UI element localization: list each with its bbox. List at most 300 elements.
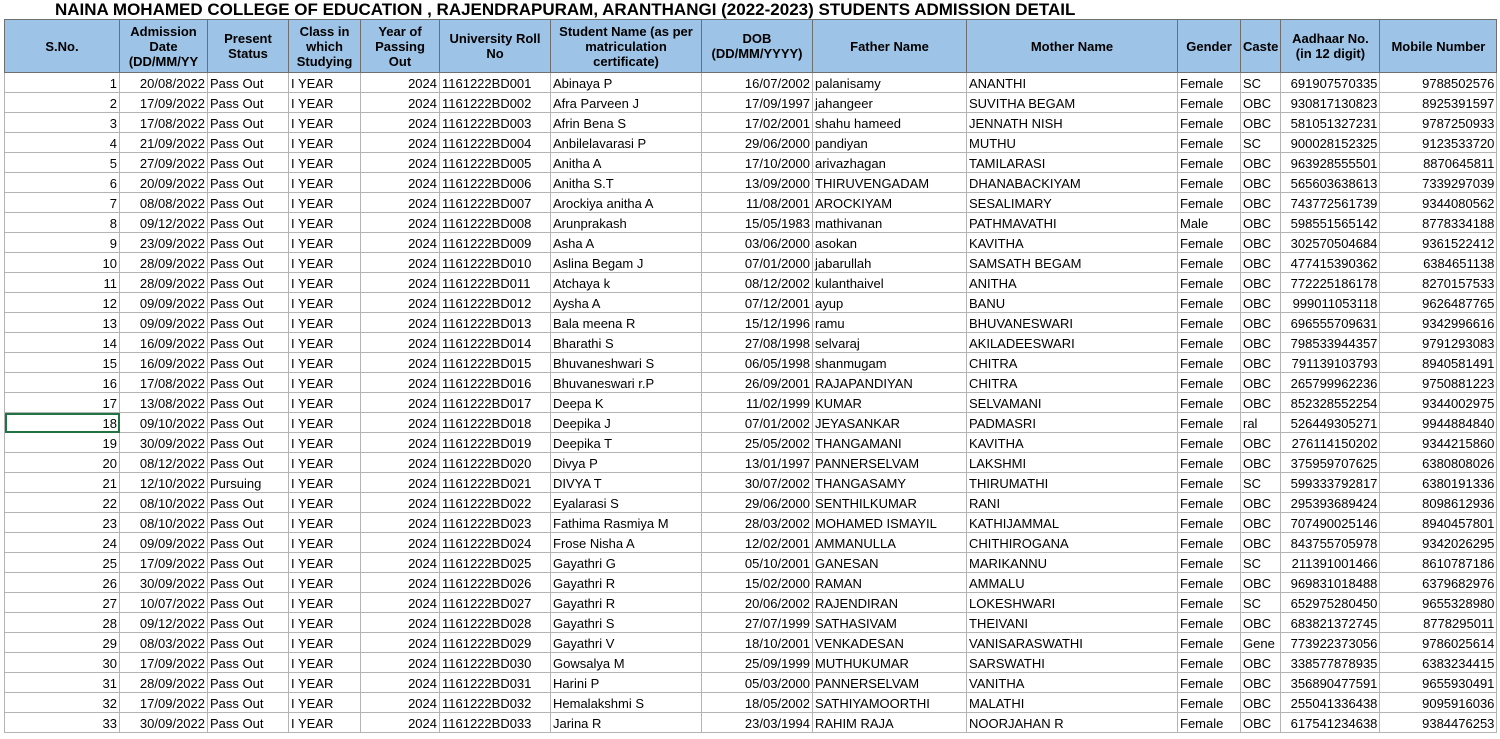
col-header-sno[interactable]: S.No.: [5, 20, 120, 73]
cell-mother-name[interactable]: SELVAMANI: [967, 393, 1178, 413]
cell-admission-date[interactable]: 20/09/2022: [120, 173, 208, 193]
cell-mother-name[interactable]: AKILADEESWARI: [967, 333, 1178, 353]
cell-year-passing[interactable]: 2024: [361, 533, 440, 553]
cell-roll-no[interactable]: 1161222BD028: [440, 613, 551, 633]
cell-father-name[interactable]: SATHASIVAM: [813, 613, 967, 633]
cell-mobile[interactable]: 9786025614: [1380, 633, 1497, 653]
cell-admission-date[interactable]: 08/10/2022: [120, 513, 208, 533]
cell-roll-no[interactable]: 1161222BD015: [440, 353, 551, 373]
cell-caste[interactable]: OBC: [1241, 193, 1281, 213]
cell-sno[interactable]: 28: [5, 613, 120, 633]
cell-present-status[interactable]: Pass Out: [208, 113, 289, 133]
col-header-father-name[interactable]: Father Name: [813, 20, 967, 73]
cell-roll-no[interactable]: 1161222BD024: [440, 533, 551, 553]
cell-class[interactable]: I YEAR: [289, 553, 361, 573]
cell-sno[interactable]: 33: [5, 713, 120, 733]
cell-gender[interactable]: Female: [1178, 493, 1241, 513]
cell-admission-date[interactable]: 13/08/2022: [120, 393, 208, 413]
cell-present-status[interactable]: Pass Out: [208, 713, 289, 733]
cell-sno[interactable]: 32: [5, 693, 120, 713]
cell-dob[interactable]: 23/03/1994: [702, 713, 813, 733]
cell-admission-date[interactable]: 20/08/2022: [120, 73, 208, 93]
cell-year-passing[interactable]: 2024: [361, 633, 440, 653]
cell-father-name[interactable]: THANGAMANI: [813, 433, 967, 453]
cell-class[interactable]: I YEAR: [289, 113, 361, 133]
cell-student-name[interactable]: Harini P: [551, 673, 702, 693]
cell-mother-name[interactable]: PADMASRI: [967, 413, 1178, 433]
cell-class[interactable]: I YEAR: [289, 653, 361, 673]
cell-mother-name[interactable]: VANITHA: [967, 673, 1178, 693]
cell-roll-no[interactable]: 1161222BD033: [440, 713, 551, 733]
cell-father-name[interactable]: RAHIM RAJA: [813, 713, 967, 733]
col-header-dob[interactable]: DOB (DD/MM/YYYY): [702, 20, 813, 73]
cell-sno[interactable]: 22: [5, 493, 120, 513]
cell-present-status[interactable]: Pass Out: [208, 313, 289, 333]
cell-aadhaar[interactable]: 999011053118: [1281, 293, 1380, 313]
cell-mother-name[interactable]: CHITHIROGANA: [967, 533, 1178, 553]
cell-mother-name[interactable]: ANANTHI: [967, 73, 1178, 93]
cell-aadhaar[interactable]: 696555709631: [1281, 313, 1380, 333]
cell-year-passing[interactable]: 2024: [361, 293, 440, 313]
cell-class[interactable]: I YEAR: [289, 713, 361, 733]
cell-aadhaar[interactable]: 743772561739: [1281, 193, 1380, 213]
cell-year-passing[interactable]: 2024: [361, 253, 440, 273]
cell-present-status[interactable]: Pass Out: [208, 193, 289, 213]
cell-sno[interactable]: 23: [5, 513, 120, 533]
cell-year-passing[interactable]: 2024: [361, 373, 440, 393]
cell-class[interactable]: I YEAR: [289, 173, 361, 193]
cell-class[interactable]: I YEAR: [289, 433, 361, 453]
cell-mother-name[interactable]: SAMSATH BEGAM: [967, 253, 1178, 273]
cell-gender[interactable]: Female: [1178, 173, 1241, 193]
cell-present-status[interactable]: Pass Out: [208, 433, 289, 453]
cell-present-status[interactable]: Pass Out: [208, 613, 289, 633]
cell-sno[interactable]: 4: [5, 133, 120, 153]
cell-class[interactable]: I YEAR: [289, 513, 361, 533]
cell-father-name[interactable]: shanmugam: [813, 353, 967, 373]
cell-present-status[interactable]: Pass Out: [208, 373, 289, 393]
cell-dob[interactable]: 27/07/1999: [702, 613, 813, 633]
cell-aadhaar[interactable]: 598551565142: [1281, 213, 1380, 233]
cell-dob[interactable]: 07/12/2001: [702, 293, 813, 313]
cell-year-passing[interactable]: 2024: [361, 493, 440, 513]
cell-caste[interactable]: OBC: [1241, 533, 1281, 553]
cell-mother-name[interactable]: CHITRA: [967, 373, 1178, 393]
cell-caste[interactable]: OBC: [1241, 713, 1281, 733]
cell-student-name[interactable]: Eyalarasi S: [551, 493, 702, 513]
cell-student-name[interactable]: Deepika J: [551, 413, 702, 433]
cell-mother-name[interactable]: SESALIMARY: [967, 193, 1178, 213]
cell-father-name[interactable]: THIRUVENGADAM: [813, 173, 967, 193]
cell-gender[interactable]: Female: [1178, 693, 1241, 713]
cell-aadhaar[interactable]: 798533944357: [1281, 333, 1380, 353]
cell-father-name[interactable]: GANESAN: [813, 553, 967, 573]
cell-student-name[interactable]: Fathima Rasmiya M: [551, 513, 702, 533]
cell-year-passing[interactable]: 2024: [361, 653, 440, 673]
cell-dob[interactable]: 15/05/1983: [702, 213, 813, 233]
cell-dob[interactable]: 17/10/2000: [702, 153, 813, 173]
cell-mother-name[interactable]: MARIKANNU: [967, 553, 1178, 573]
cell-year-passing[interactable]: 2024: [361, 713, 440, 733]
cell-sno[interactable]: 8: [5, 213, 120, 233]
cell-dob[interactable]: 03/06/2000: [702, 233, 813, 253]
cell-admission-date[interactable]: 28/09/2022: [120, 673, 208, 693]
cell-dob[interactable]: 29/06/2000: [702, 133, 813, 153]
cell-father-name[interactable]: PANNERSELVAM: [813, 673, 967, 693]
cell-mobile[interactable]: 9344002975: [1380, 393, 1497, 413]
cell-roll-no[interactable]: 1161222BD025: [440, 553, 551, 573]
cell-roll-no[interactable]: 1161222BD016: [440, 373, 551, 393]
cell-present-status[interactable]: Pass Out: [208, 233, 289, 253]
cell-gender[interactable]: Female: [1178, 333, 1241, 353]
col-header-aadhaar[interactable]: Aadhaar No. (in 12 digit): [1281, 20, 1380, 73]
cell-class[interactable]: I YEAR: [289, 293, 361, 313]
cell-admission-date[interactable]: 16/09/2022: [120, 353, 208, 373]
cell-class[interactable]: I YEAR: [289, 133, 361, 153]
cell-father-name[interactable]: AMMANULLA: [813, 533, 967, 553]
cell-gender[interactable]: Female: [1178, 653, 1241, 673]
cell-sno[interactable]: 11: [5, 273, 120, 293]
cell-mobile[interactable]: 9655328980: [1380, 593, 1497, 613]
cell-admission-date[interactable]: 09/09/2022: [120, 533, 208, 553]
cell-father-name[interactable]: kulanthaivel: [813, 273, 967, 293]
cell-sno[interactable]: 20: [5, 453, 120, 473]
cell-mobile[interactable]: 8610787186: [1380, 553, 1497, 573]
cell-year-passing[interactable]: 2024: [361, 453, 440, 473]
cell-sno[interactable]: 3: [5, 113, 120, 133]
cell-mobile[interactable]: 6384651138: [1380, 253, 1497, 273]
cell-mobile[interactable]: 9123533720: [1380, 133, 1497, 153]
col-header-present-status[interactable]: Present Status: [208, 20, 289, 73]
cell-year-passing[interactable]: 2024: [361, 393, 440, 413]
cell-gender[interactable]: Female: [1178, 573, 1241, 593]
cell-student-name[interactable]: Arunprakash: [551, 213, 702, 233]
cell-mother-name[interactable]: DHANABACKIYAM: [967, 173, 1178, 193]
cell-caste[interactable]: OBC: [1241, 673, 1281, 693]
cell-student-name[interactable]: Gayathri V: [551, 633, 702, 653]
cell-present-status[interactable]: Pass Out: [208, 553, 289, 573]
cell-roll-no[interactable]: 1161222BD013: [440, 313, 551, 333]
cell-present-status[interactable]: Pass Out: [208, 513, 289, 533]
cell-sno[interactable]: 10: [5, 253, 120, 273]
cell-admission-date[interactable]: 23/09/2022: [120, 233, 208, 253]
cell-sno[interactable]: 14: [5, 333, 120, 353]
cell-student-name[interactable]: Asha A: [551, 233, 702, 253]
cell-present-status[interactable]: Pass Out: [208, 333, 289, 353]
cell-dob[interactable]: 11/02/1999: [702, 393, 813, 413]
cell-present-status[interactable]: Pass Out: [208, 533, 289, 553]
cell-student-name[interactable]: Divya P: [551, 453, 702, 473]
col-header-gender[interactable]: Gender: [1178, 20, 1241, 73]
cell-class[interactable]: I YEAR: [289, 613, 361, 633]
cell-mobile[interactable]: 9787250933: [1380, 113, 1497, 133]
cell-student-name[interactable]: Gayathri R: [551, 593, 702, 613]
cell-gender[interactable]: Female: [1178, 553, 1241, 573]
cell-father-name[interactable]: arivazhagan: [813, 153, 967, 173]
cell-class[interactable]: I YEAR: [289, 353, 361, 373]
cell-mobile[interactable]: 9791293083: [1380, 333, 1497, 353]
cell-class[interactable]: I YEAR: [289, 313, 361, 333]
cell-aadhaar[interactable]: 295393689424: [1281, 493, 1380, 513]
cell-admission-date[interactable]: 09/12/2022: [120, 213, 208, 233]
cell-aadhaar[interactable]: 338577878935: [1281, 653, 1380, 673]
cell-mother-name[interactable]: KAVITHA: [967, 433, 1178, 453]
cell-father-name[interactable]: ayup: [813, 293, 967, 313]
cell-student-name[interactable]: Bharathi S: [551, 333, 702, 353]
cell-year-passing[interactable]: 2024: [361, 133, 440, 153]
cell-student-name[interactable]: Afra Parveen J: [551, 93, 702, 113]
cell-student-name[interactable]: Aslina Begam J: [551, 253, 702, 273]
cell-gender[interactable]: Female: [1178, 593, 1241, 613]
cell-gender[interactable]: Male: [1178, 213, 1241, 233]
cell-year-passing[interactable]: 2024: [361, 433, 440, 453]
cell-present-status[interactable]: Pass Out: [208, 133, 289, 153]
cell-dob[interactable]: 17/09/1997: [702, 93, 813, 113]
cell-year-passing[interactable]: 2024: [361, 353, 440, 373]
cell-year-passing[interactable]: 2024: [361, 593, 440, 613]
cell-aadhaar[interactable]: 581051327231: [1281, 113, 1380, 133]
cell-gender[interactable]: Female: [1178, 353, 1241, 373]
cell-mother-name[interactable]: CHITRA: [967, 353, 1178, 373]
cell-aadhaar[interactable]: 791139103793: [1281, 353, 1380, 373]
cell-roll-no[interactable]: 1161222BD011: [440, 273, 551, 293]
cell-caste[interactable]: OBC: [1241, 153, 1281, 173]
cell-mother-name[interactable]: SUVITHA BEGAM: [967, 93, 1178, 113]
cell-gender[interactable]: Female: [1178, 273, 1241, 293]
cell-father-name[interactable]: RAMAN: [813, 573, 967, 593]
cell-year-passing[interactable]: 2024: [361, 173, 440, 193]
cell-mobile[interactable]: 9750881223: [1380, 373, 1497, 393]
col-header-mobile[interactable]: Mobile Number: [1380, 20, 1497, 73]
cell-caste[interactable]: OBC: [1241, 353, 1281, 373]
cell-caste[interactable]: OBC: [1241, 293, 1281, 313]
cell-dob[interactable]: 07/01/2002: [702, 413, 813, 433]
cell-admission-date[interactable]: 09/09/2022: [120, 293, 208, 313]
cell-present-status[interactable]: Pass Out: [208, 273, 289, 293]
cell-dob[interactable]: 05/10/2001: [702, 553, 813, 573]
cell-year-passing[interactable]: 2024: [361, 93, 440, 113]
cell-father-name[interactable]: RAJAPANDIYAN: [813, 373, 967, 393]
cell-class[interactable]: I YEAR: [289, 333, 361, 353]
cell-year-passing[interactable]: 2024: [361, 333, 440, 353]
cell-year-passing[interactable]: 2024: [361, 233, 440, 253]
cell-caste[interactable]: ral: [1241, 413, 1281, 433]
cell-roll-no[interactable]: 1161222BD009: [440, 233, 551, 253]
cell-dob[interactable]: 07/01/2000: [702, 253, 813, 273]
cell-roll-no[interactable]: 1161222BD005: [440, 153, 551, 173]
cell-admission-date[interactable]: 08/10/2022: [120, 493, 208, 513]
cell-dob[interactable]: 15/12/1996: [702, 313, 813, 333]
cell-dob[interactable]: 18/05/2002: [702, 693, 813, 713]
cell-aadhaar[interactable]: 265799962236: [1281, 373, 1380, 393]
cell-year-passing[interactable]: 2024: [361, 73, 440, 93]
cell-dob[interactable]: 05/03/2000: [702, 673, 813, 693]
cell-aadhaar[interactable]: 683821372745: [1281, 613, 1380, 633]
cell-class[interactable]: I YEAR: [289, 213, 361, 233]
cell-present-status[interactable]: Pass Out: [208, 93, 289, 113]
cell-present-status[interactable]: Pass Out: [208, 413, 289, 433]
cell-mobile[interactable]: 9361522412: [1380, 233, 1497, 253]
cell-sno[interactable]: 7: [5, 193, 120, 213]
cell-father-name[interactable]: selvaraj: [813, 333, 967, 353]
cell-gender[interactable]: Female: [1178, 373, 1241, 393]
cell-aadhaar[interactable]: 526449305271: [1281, 413, 1380, 433]
cell-present-status[interactable]: Pass Out: [208, 173, 289, 193]
cell-class[interactable]: I YEAR: [289, 473, 361, 493]
cell-mother-name[interactable]: KAVITHA: [967, 233, 1178, 253]
cell-sno[interactable]: 26: [5, 573, 120, 593]
cell-caste[interactable]: OBC: [1241, 653, 1281, 673]
cell-mobile[interactable]: 9944884840: [1380, 413, 1497, 433]
cell-admission-date[interactable]: 27/09/2022: [120, 153, 208, 173]
cell-aadhaar[interactable]: 477415390362: [1281, 253, 1380, 273]
cell-gender[interactable]: Female: [1178, 433, 1241, 453]
col-header-year-passing[interactable]: Year of Passing Out: [361, 20, 440, 73]
cell-sno[interactable]: 21: [5, 473, 120, 493]
cell-dob[interactable]: 18/10/2001: [702, 633, 813, 653]
cell-father-name[interactable]: SATHIYAMOORTHI: [813, 693, 967, 713]
cell-class[interactable]: I YEAR: [289, 673, 361, 693]
cell-admission-date[interactable]: 30/09/2022: [120, 433, 208, 453]
cell-roll-no[interactable]: 1161222BD003: [440, 113, 551, 133]
cell-aadhaar[interactable]: 375959707625: [1281, 453, 1380, 473]
cell-gender[interactable]: Female: [1178, 73, 1241, 93]
cell-dob[interactable]: 26/09/2001: [702, 373, 813, 393]
cell-father-name[interactable]: MUTHUKUMAR: [813, 653, 967, 673]
cell-sno[interactable]: 5: [5, 153, 120, 173]
cell-mobile[interactable]: 8940581491: [1380, 353, 1497, 373]
col-header-student-name[interactable]: Student Name (as per matriculation certificate): [551, 20, 702, 73]
cell-admission-date[interactable]: 17/09/2022: [120, 693, 208, 713]
cell-aadhaar[interactable]: 617541234638: [1281, 713, 1380, 733]
cell-mother-name[interactable]: MUTHU: [967, 133, 1178, 153]
cell-father-name[interactable]: AROCKIYAM: [813, 193, 967, 213]
cell-admission-date[interactable]: 08/12/2022: [120, 453, 208, 473]
cell-gender[interactable]: Female: [1178, 153, 1241, 173]
cell-father-name[interactable]: jahangeer: [813, 93, 967, 113]
cell-caste[interactable]: OBC: [1241, 393, 1281, 413]
cell-admission-date[interactable]: 17/09/2022: [120, 553, 208, 573]
cell-roll-no[interactable]: 1161222BD008: [440, 213, 551, 233]
cell-present-status[interactable]: Pass Out: [208, 653, 289, 673]
cell-gender[interactable]: Female: [1178, 513, 1241, 533]
cell-mobile[interactable]: 6380808026: [1380, 453, 1497, 473]
cell-father-name[interactable]: JEYASANKAR: [813, 413, 967, 433]
cell-caste[interactable]: OBC: [1241, 173, 1281, 193]
cell-student-name[interactable]: Gayathri G: [551, 553, 702, 573]
cell-sno[interactable]: 12: [5, 293, 120, 313]
cell-aadhaar[interactable]: 565603638613: [1281, 173, 1380, 193]
cell-roll-no[interactable]: 1161222BD029: [440, 633, 551, 653]
cell-student-name[interactable]: Frose Nisha A: [551, 533, 702, 553]
cell-mobile[interactable]: 9344215860: [1380, 433, 1497, 453]
cell-roll-no[interactable]: 1161222BD021: [440, 473, 551, 493]
cell-student-name[interactable]: Arockiya anitha A: [551, 193, 702, 213]
cell-caste[interactable]: SC: [1241, 473, 1281, 493]
cell-mobile[interactable]: 8870645811: [1380, 153, 1497, 173]
cell-caste[interactable]: OBC: [1241, 433, 1281, 453]
cell-admission-date[interactable]: 17/09/2022: [120, 653, 208, 673]
cell-dob[interactable]: 20/06/2002: [702, 593, 813, 613]
cell-present-status[interactable]: Pass Out: [208, 633, 289, 653]
cell-father-name[interactable]: shahu hameed: [813, 113, 967, 133]
cell-mobile[interactable]: 9342026295: [1380, 533, 1497, 553]
cell-sno[interactable]: 19: [5, 433, 120, 453]
cell-caste[interactable]: OBC: [1241, 213, 1281, 233]
cell-sno[interactable]: 13: [5, 313, 120, 333]
cell-roll-no[interactable]: 1161222BD006: [440, 173, 551, 193]
cell-student-name[interactable]: Jarina R: [551, 713, 702, 733]
cell-class[interactable]: I YEAR: [289, 393, 361, 413]
cell-class[interactable]: I YEAR: [289, 413, 361, 433]
cell-student-name[interactable]: Atchaya k: [551, 273, 702, 293]
cell-student-name[interactable]: DIVYA T: [551, 473, 702, 493]
cell-mother-name[interactable]: KATHIJAMMAL: [967, 513, 1178, 533]
cell-present-status[interactable]: Pass Out: [208, 353, 289, 373]
cell-sno[interactable]: 17: [5, 393, 120, 413]
cell-caste[interactable]: OBC: [1241, 513, 1281, 533]
cell-roll-no[interactable]: 1161222BD026: [440, 573, 551, 593]
cell-caste[interactable]: OBC: [1241, 453, 1281, 473]
cell-father-name[interactable]: KUMAR: [813, 393, 967, 413]
cell-caste[interactable]: OBC: [1241, 493, 1281, 513]
cell-caste[interactable]: OBC: [1241, 693, 1281, 713]
cell-year-passing[interactable]: 2024: [361, 413, 440, 433]
cell-gender[interactable]: Female: [1178, 673, 1241, 693]
cell-admission-date[interactable]: 08/03/2022: [120, 633, 208, 653]
cell-class[interactable]: I YEAR: [289, 453, 361, 473]
cell-dob[interactable]: 11/08/2001: [702, 193, 813, 213]
cell-aadhaar[interactable]: 773922373056: [1281, 633, 1380, 653]
cell-roll-no[interactable]: 1161222BD017: [440, 393, 551, 413]
cell-aadhaar[interactable]: 356890477591: [1281, 673, 1380, 693]
cell-gender[interactable]: Female: [1178, 713, 1241, 733]
cell-class[interactable]: I YEAR: [289, 693, 361, 713]
cell-admission-date[interactable]: 17/08/2022: [120, 113, 208, 133]
cell-student-name[interactable]: Bhuvaneshwari S: [551, 353, 702, 373]
cell-sno[interactable]: 15: [5, 353, 120, 373]
cell-admission-date[interactable]: 28/09/2022: [120, 253, 208, 273]
cell-present-status[interactable]: Pass Out: [208, 593, 289, 613]
cell-admission-date[interactable]: 10/07/2022: [120, 593, 208, 613]
cell-aadhaar[interactable]: 652975280450: [1281, 593, 1380, 613]
cell-student-name[interactable]: Abinaya P: [551, 73, 702, 93]
cell-mother-name[interactable]: JENNATH NISH: [967, 113, 1178, 133]
cell-student-name[interactable]: Deepika T: [551, 433, 702, 453]
cell-roll-no[interactable]: 1161222BD032: [440, 693, 551, 713]
cell-aadhaar[interactable]: 707490025146: [1281, 513, 1380, 533]
cell-gender[interactable]: Female: [1178, 473, 1241, 493]
cell-student-name[interactable]: Anitha A: [551, 153, 702, 173]
cell-student-name[interactable]: Gowsalya M: [551, 653, 702, 673]
cell-student-name[interactable]: Aysha A: [551, 293, 702, 313]
cell-caste[interactable]: OBC: [1241, 113, 1281, 133]
cell-roll-no[interactable]: 1161222BD014: [440, 333, 551, 353]
cell-class[interactable]: I YEAR: [289, 193, 361, 213]
cell-class[interactable]: I YEAR: [289, 253, 361, 273]
cell-gender[interactable]: Female: [1178, 453, 1241, 473]
cell-dob[interactable]: 13/09/2000: [702, 173, 813, 193]
cell-roll-no[interactable]: 1161222BD012: [440, 293, 551, 313]
cell-caste[interactable]: OBC: [1241, 313, 1281, 333]
cell-sno[interactable]: 6: [5, 173, 120, 193]
cell-class[interactable]: I YEAR: [289, 153, 361, 173]
cell-admission-date[interactable]: 09/10/2022: [120, 413, 208, 433]
cell-mobile[interactable]: 9384476253: [1380, 713, 1497, 733]
cell-caste[interactable]: OBC: [1241, 253, 1281, 273]
cell-aadhaar[interactable]: 843755705978: [1281, 533, 1380, 553]
col-header-roll-no[interactable]: University Roll No: [440, 20, 551, 73]
